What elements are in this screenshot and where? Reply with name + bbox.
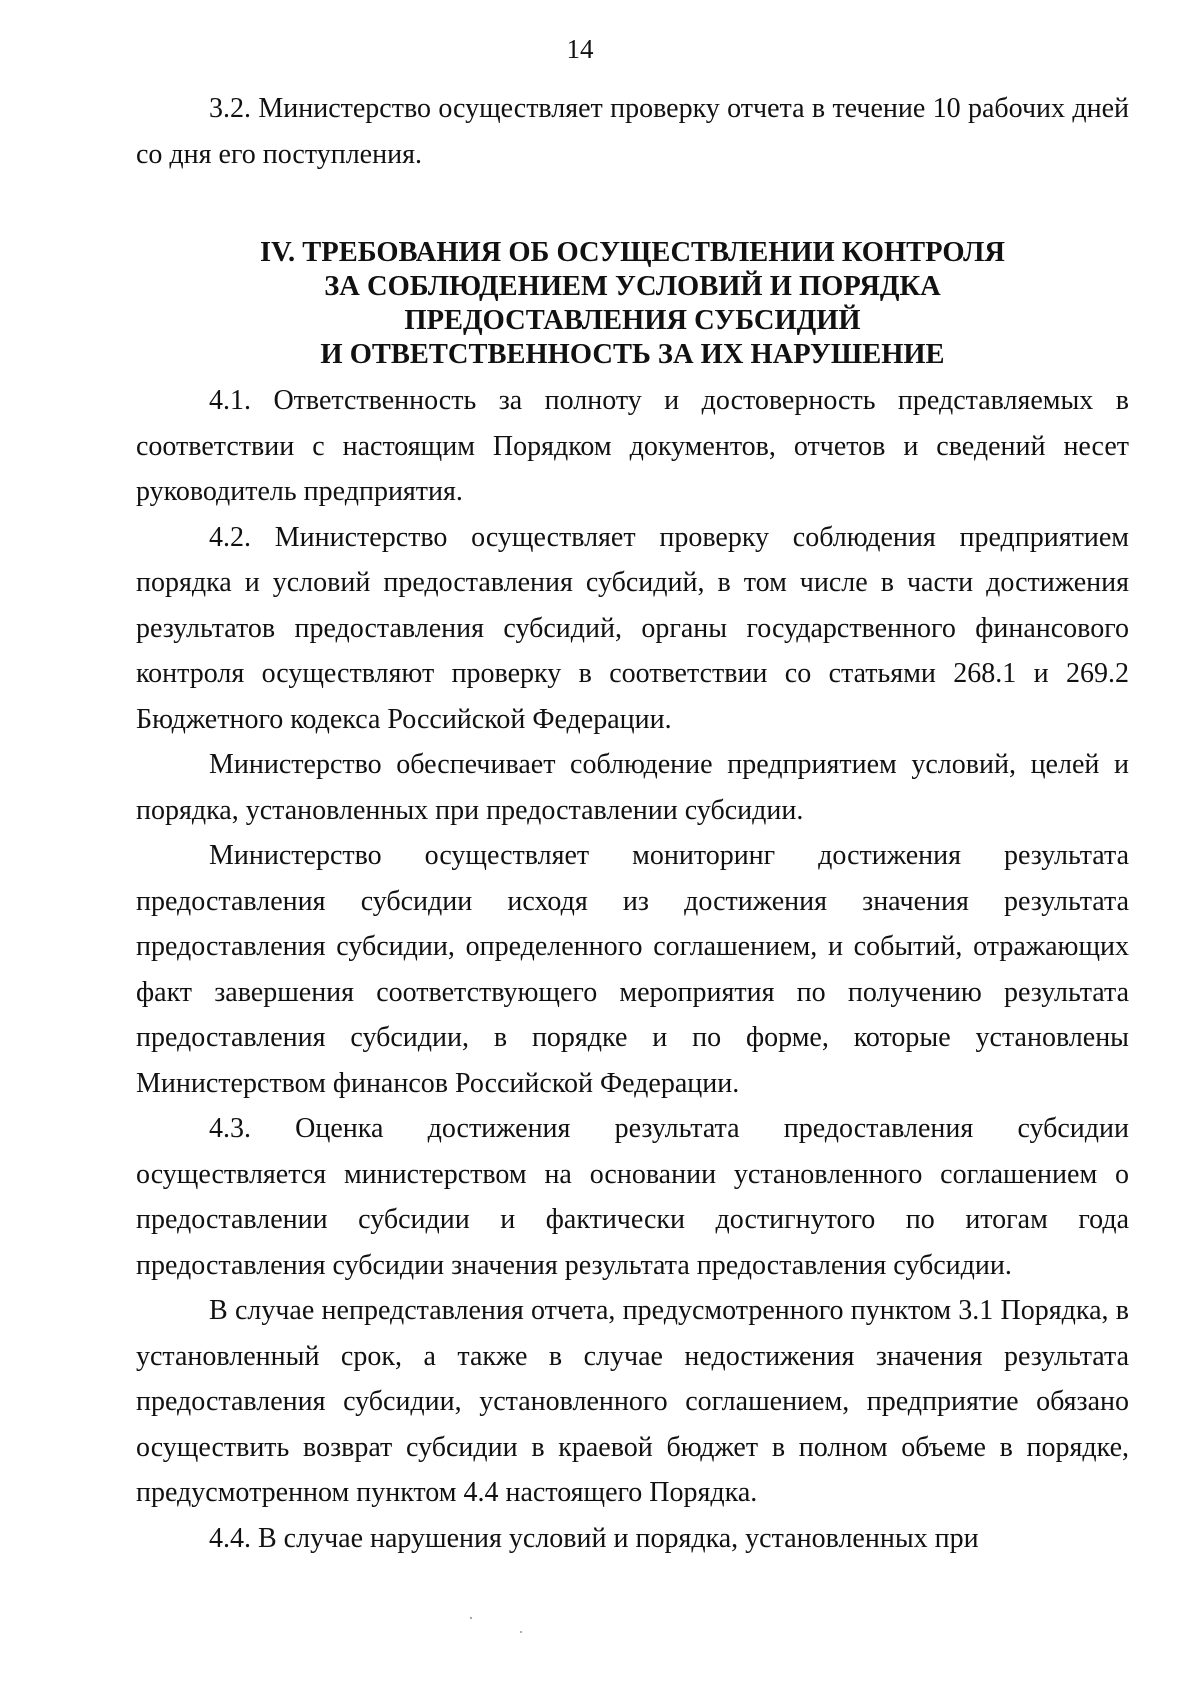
page-number: 14	[566, 34, 594, 64]
paragraph-4-1: 4.1. Ответственность за полноту и достоверность представляемых в соответствии с настоящим Порядком документов, отчетов и сведений несет руководитель предприятия.	[136, 385, 1129, 507]
scan-speck	[520, 1631, 522, 1633]
heading-line-3: ПРЕДОСТАВЛЕНИЯ СУБСИДИЙ	[404, 305, 861, 336]
heading-line-2: ЗА СОБЛЮДЕНИЕМ УСЛОВИЙ И ПОРЯДКА	[324, 271, 941, 302]
section-3-body	[136, 86, 1129, 177]
paragraph-ministry-ensures: Министерство обеспечивает соблюдение предприятием условий, целей и порядка, установленных при предоставлении субсидии.	[136, 749, 1129, 826]
paragraph-monitoring: Министерство осуществляет мониторинг достижения результата предоставления субсидии исходя из достижения значения результата предоставления субсидии, определенного соглашением, и событий, отражающих факт завершения соответствующего мероприятия по получению результата предоставления субсидии, в порядке и по форме, которые установлены Министерством финансов Российской Федерации.	[136, 840, 1129, 1099]
paragraph-failure-to-report: В случае непредставления отчета, предусмотренного пунктом 3.1 Порядка, в установленный срок, а также в случае недостижения значения результата предоставления субсидии, установленного соглашением, предприятие обязано осуществить возврат субсидии в краевой бюджет в полном объеме в порядке, предусмотренном пунктом 4.4 настоящего Порядка.	[136, 1295, 1129, 1508]
paragraph-4-4: 4.4. В случае нарушения условий и порядка, установленных при	[209, 1522, 979, 1554]
paragraph-3-2: 3.2. Министерство осуществляет проверку отчета в течение 10 рабочих дней со дня его поступления.	[136, 93, 1129, 170]
paragraph-4-3: 4.3. Оценка достижения результата предоставления субсидии осуществляется министерством на основании установленного соглашением о предоставлении субсидии и фактически достигнутого по итогам года предоставления субсидии значения результата предоставления субсидии.	[136, 1113, 1129, 1281]
section-4-body	[136, 378, 1129, 1561]
heading-line-1: IV. ТРЕБОВАНИЯ ОБ ОСУЩЕСТВЛЕНИИ КОНТРОЛЯ	[260, 237, 1005, 268]
section-4-heading	[136, 236, 1129, 372]
heading-line-4: И ОТВЕТСТВЕННОСТЬ ЗА ИХ НАРУШЕНИЕ	[320, 339, 945, 370]
paragraph-4-2: 4.2. Министерство осуществляет проверку соблюдения предприятием порядка и условий предоставления субсидий, в том числе в части достижения результатов предоставления субсидий, органы государственного финансового контроля осуществляют проверку в соответствии со статьями 268.1 и 269.2 Бюджетного кодекса Российской Федерации.	[136, 521, 1129, 735]
scan-speck	[470, 1617, 472, 1619]
